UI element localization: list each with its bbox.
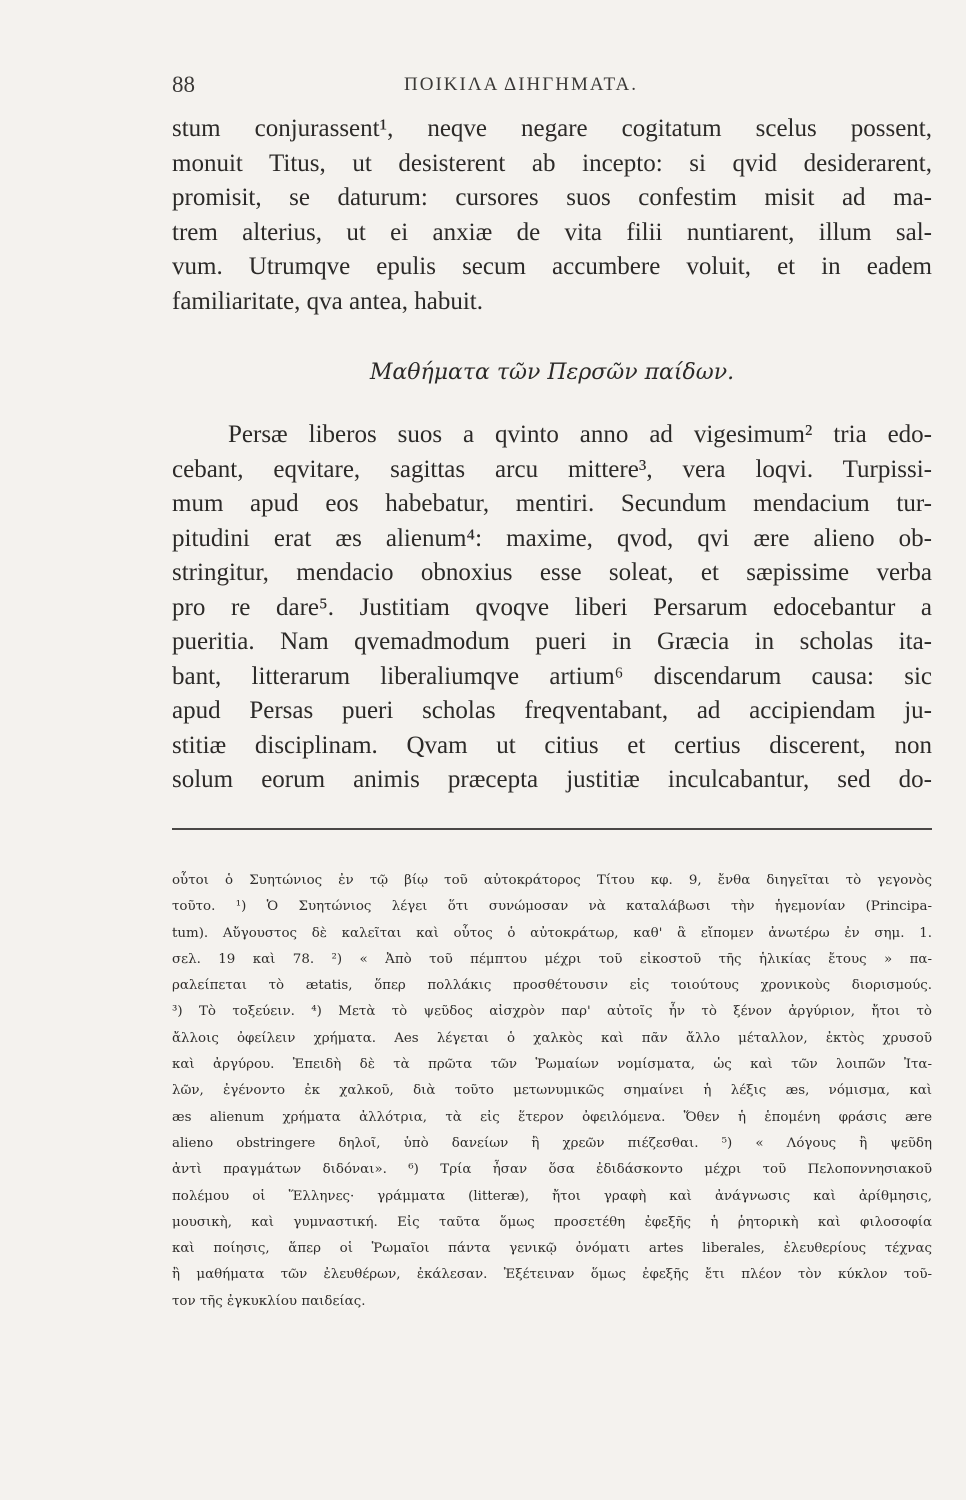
- text-line: cebant, eqvitare, sagittas arcu mittere³, vera loqvi. Turpissi-: [172, 455, 932, 483]
- text-line: stum conjurassent¹, neqve negare cogitatum scelus possent,: [172, 115, 932, 142]
- running-title: ΠΟΙΚΙΛΑ ΔΙΗΓΗΜΑΤΑ.: [404, 74, 639, 95]
- footnote-divider: [172, 828, 932, 830]
- footnote-line: πολέμου οἱ Ἕλληνες· γράμματα (litteræ), ἤτοι γραφὴ καὶ ἀνάγνωσις καὶ ἀρίθμησις,: [172, 1188, 932, 1204]
- footnote-line: σελ. 19 καὶ 78. ²) « Ἀπὸ τοῦ πέμπτου μέχρι τοῦ εἰκοστοῦ τῆς ἡλικίας ἔτους » πα-: [172, 951, 932, 967]
- text-line: monuit Titus, ut desisterent ab incepto: si qvid desiderarent,: [172, 149, 932, 177]
- text-line: solum eorum animis præcepta justitiæ inculcabantur, sed do-: [172, 766, 932, 793]
- text-line: stitiæ disciplinam. Qvam ut citius et certius discerent, non: [172, 731, 932, 759]
- text-line: apud Persas pueri scholas freqventabant, ad accipiendam ju-: [172, 697, 932, 724]
- footnote-line: ἄλλοις ὀφείλειν χρήματα. Aes λέγεται ὁ χαλκὸς καὶ πᾶν ἄλλο μέταλλον, ἐκτὸς χρυσοῦ: [172, 1030, 932, 1046]
- footnote-line: ἀντὶ πραγμάτων διδόναι». ⁶) Τρία ἦσαν ὅσα ἐδιδάσκοντο μέχρι τοῦ Πελοποννησιακοῦ: [172, 1162, 932, 1178]
- paragraph-two: [172, 418, 932, 798]
- text-line: pitudini erat æs alienum⁴: maxime, qvod, qvi ære alieno ob-: [172, 524, 932, 552]
- footnote-line: καὶ ἀργύρου. Ἐπειδὴ δὲ τὰ πρῶτα τῶν Ῥωμαίων νομίσματα, ὡς καὶ τῶν λοιπῶν Ἰτα-: [172, 1057, 932, 1073]
- page-number: 88: [172, 72, 195, 97]
- footnote-line: æs alienum χρήματα ἀλλότρια, τὰ εἰς ἕτερον ὀφειλόμενα. Ὅθεν ἡ ἑπομένη φράσις ære: [172, 1109, 932, 1125]
- footnote-line: ἢ μαθήματα τῶν ἐλευθέρων, ἐκάλεσαν. Ἐξέτειναν ὅμως ἐφεξῆς ἔτι πλέον τὸν κύκλον τοῦ-: [172, 1267, 932, 1283]
- footnote-line: ³) Τὸ τοξεύειν. ⁴) Μετὰ τὸ ψεῦδος αἰσχρὸν παρ' αὐτοῖς ἦν τὸ ξένον ἀργύριον, ἤτοι τὸ: [172, 1004, 932, 1020]
- text-line: pro re dare⁵. Justitiam qvoqve liberi Persarum edocebantur a: [172, 593, 932, 621]
- text-line: vum. Utrumqve epulis secum accumbere voluit, et in eadem: [172, 253, 932, 280]
- text-line: Persæ liberos suos a qvinto anno ad vigesimum² tria edo-: [228, 421, 932, 448]
- footnote-line: λῶν, ἐγένοντο ἐκ χαλκοῦ, διὰ τοῦτο μετωνυμικῶς σημαίνει ἡ λέξις æs, νόμισμα, καὶ: [172, 1083, 932, 1099]
- footnote-line: τοῦτο. ¹) Ὁ Συητώνιος λέγει ὅτι συνώμοσαν νὰ καταλάβωσι τὴν ἡγεμονίαν (Principa-: [172, 899, 932, 915]
- footnotes: [172, 868, 932, 1315]
- text-line: stringitur, mendacio obnoxius esse soleat, et sæpissime verba: [172, 559, 932, 586]
- text-line: familiaritate, qva antea, habuit.: [172, 287, 483, 315]
- paragraph-one: [172, 112, 932, 319]
- text-line: pueritia. Nam qvemadmodum pueri in Græcia in scholas ita-: [172, 628, 932, 655]
- footnote-line: τον τῆς ἐγκυκλίου παιδείας.: [172, 1293, 366, 1309]
- footnote-line: μουσικὴ, καὶ γυμναστική. Εἰς ταῦτα ὅμως προσετέθη ἐφεξῆς ἡ ῥητορικὴ καὶ φιλοσοφία: [172, 1214, 932, 1230]
- text-line: trem alterius, ut ei anxiæ de vita filii nuntiarent, illum sal-: [172, 218, 932, 246]
- footnote-line: οὗτοι ὁ Συητώνιος ἐν τῷ βίῳ τοῦ αὐτοκράτορος Τίτου κφ. 9, ἔνθα διηγεῖται τὸ γεγονὸς: [172, 873, 932, 888]
- footnote-line: alieno obstringere δηλοῖ, ὑπὸ δανείων ἢ χρεῶν πιέζεσθαι. ⁵) « Λόγους ἢ ψεῦδη: [172, 1135, 932, 1151]
- text-line: bant, litterarum liberaliumqve artium⁶ discendarum causa: sic: [172, 662, 932, 690]
- section-heading: Μαθήματα τῶν Περσῶν παίδων.: [369, 360, 735, 385]
- text-line: promisit, se daturum: cursores suos confestim misit ad ma-: [172, 184, 932, 211]
- footnote-line: tum). Αὔγουστος δὲ καλεῖται καὶ οὗτος ὁ αὐτοκράτωρ, καθ' ἃ εἴπομεν ἀνωτέρω ἐν σημ. 1.: [172, 925, 932, 941]
- running-head: [172, 72, 808, 102]
- footnote-line: ραλείπεται τὸ ætatis, ὅπερ πολλάκις προσθέτουσιν εἰς τοιούτους χρονικοὺς διορισμούς.: [172, 978, 932, 994]
- footnote-line: καὶ ποίησις, ἅπερ οἱ Ῥωμαῖοι πάντα γενικῷ ὀνόματι artes liberales, ἐλευθερίους τέχνας: [172, 1241, 932, 1257]
- text-line: mum apud eos habebatur, mentiri. Secundum mendacium tur-: [172, 490, 932, 517]
